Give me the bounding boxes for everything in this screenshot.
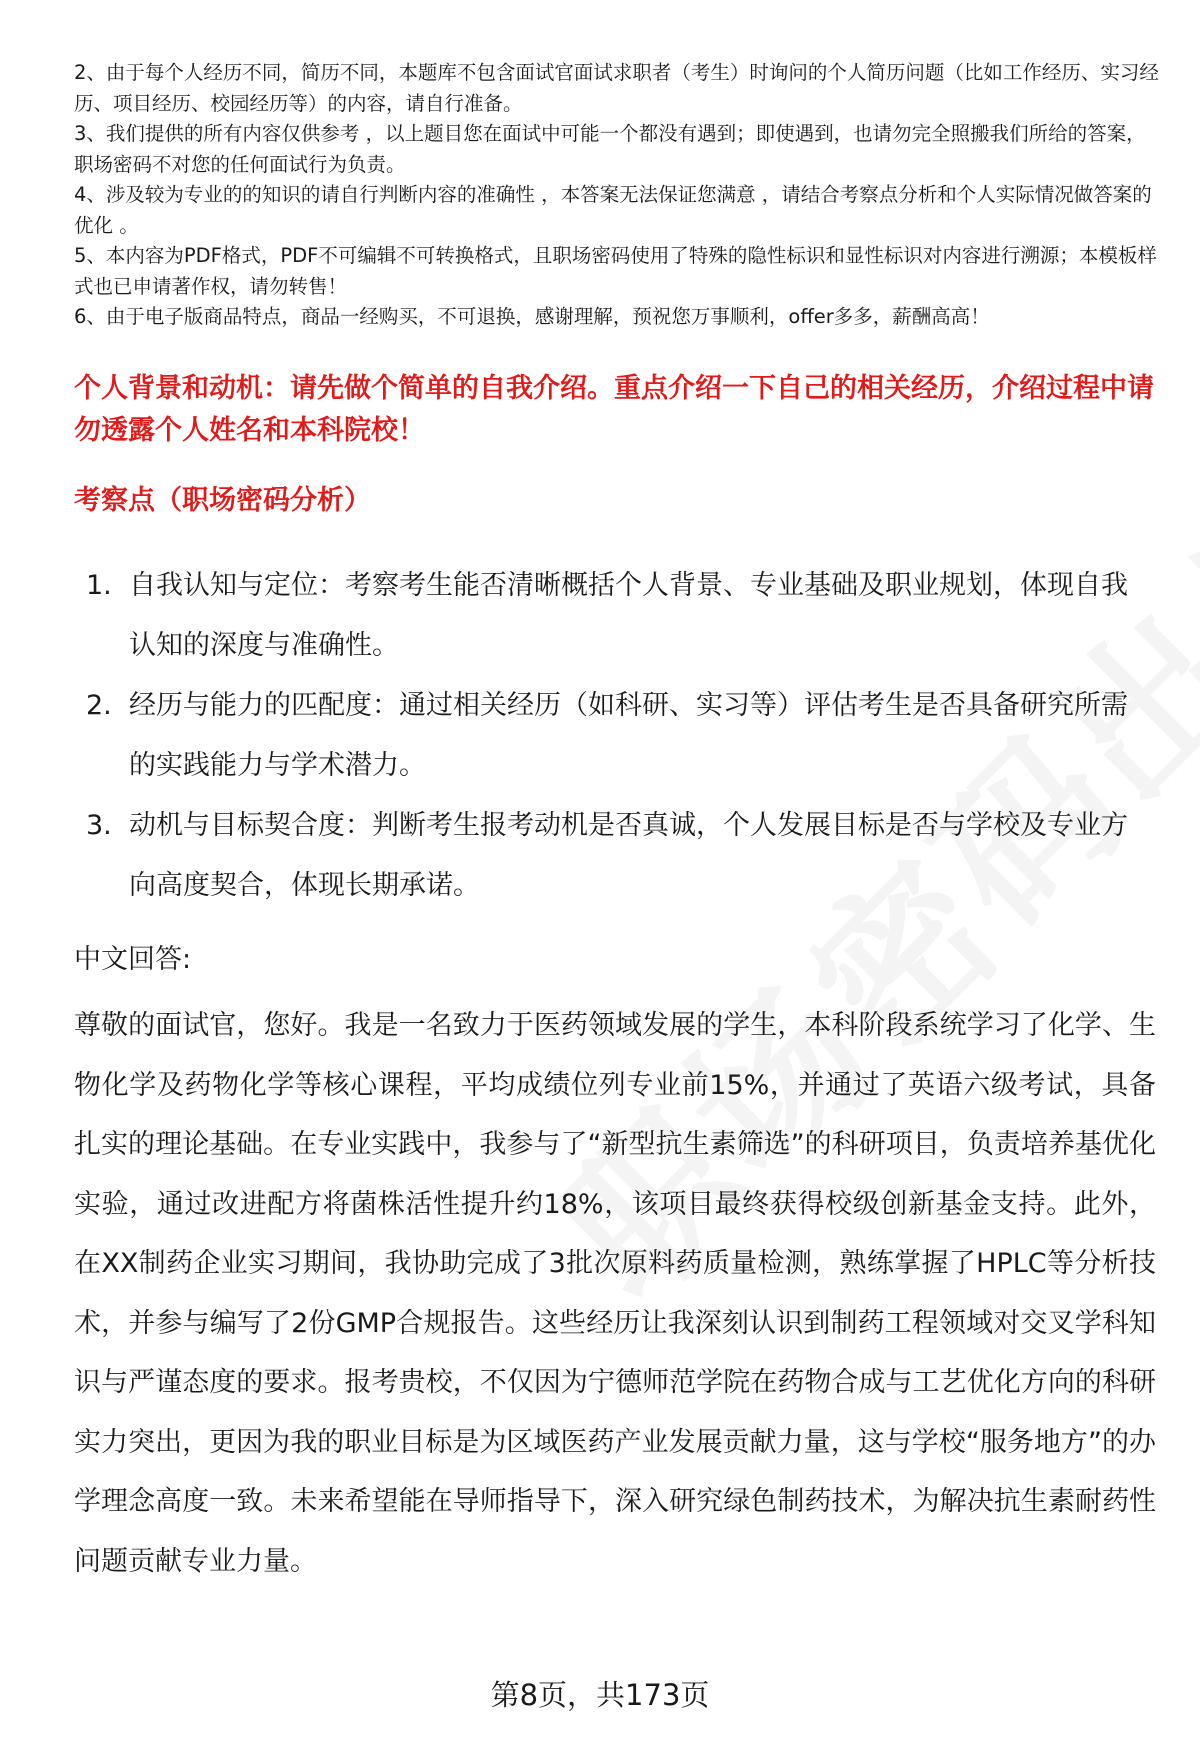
page-number: 第8页，共173页: [490, 1678, 710, 1712]
list-text: 自我认知与定位：考察考生能否清晰概括个人背景、专业基础及职业规划，体现自我认知的深度与准确性。: [129, 570, 1128, 661]
list-number: 3.: [86, 810, 112, 841]
note-item: 4、涉及较为专业的的知识的请自行判断内容的准确性 ，本答案无法保证您满意 ，请结合考察点分析和个人实际情况做答案的优化 。: [74, 183, 1152, 237]
assessment-points-list: [74, 556, 1154, 916]
note-item: 2、由于每个人经历不同，简历不同，本题库不包含面试官面试求职者（考生）时询问的个人简历问题（比如工作经历、实习经历、项目经历、校园经历等）的内容，请自行准备。: [74, 61, 1159, 115]
list-item: [74, 556, 1154, 676]
list-item: [74, 676, 1154, 796]
list-text: 经历与能力的匹配度：通过相关经历（如科研、实习等）评估考生是否具备研究所需的实践能力与学术潜力。: [129, 690, 1128, 781]
answer-label: 中文回答:: [74, 944, 192, 975]
note-item: 3、我们提供的所有内容仅供参考 ，以上题目您在面试中可能一个都没有遇到；即使遇到，也请勿完全照搬我们所给的答案，职场密码不对您的任何面试行为负责。: [74, 122, 1146, 176]
list-text: 动机与目标契合度：判断考生报考动机是否真诚，个人发展目标是否与学校及专业方向高度契合，体现长期承诺。: [129, 810, 1128, 901]
assessment-points-title: 考察点（职场密码分析）: [74, 485, 371, 516]
disclaimer-notes: [74, 58, 1164, 333]
list-number: 2.: [86, 690, 112, 721]
interview-question: 个人背景和动机：请先做个简单的自我介绍。重点介绍一下自己的相关经历，介绍过程中请勿透露个人姓名和本科院校！: [74, 373, 1154, 446]
list-item: [74, 796, 1154, 916]
list-number: 1.: [86, 570, 112, 601]
note-item: 6、由于电子版商品特点，商品一经购买，不可退换，感谢理解，预祝您万事顺利，offer多多，薪酬高高！: [74, 305, 990, 328]
note-item: 5、本内容为PDF格式，PDF不可编辑不可转换格式，且职场密码使用了特殊的隐性标识和显性标识对内容进行溯源；本模板样式也已申请著作权，请勿转售！: [74, 244, 1157, 298]
answer-text: 尊敬的面试官，您好。我是一名致力于医药领域发展的学生，本科阶段系统学习了化学、生物化学及药物化学等核心课程，平均成绩位列专业前15%，并通过了英语六级考试，具备扎实的理论基础。在专业实践中，我参与了“新型抗生素筛选”的科研项目，负责培养基优化实验，通过改进配方将菌株活性提升约18%，该项目最终获得校级创新基金支持。此外，在XX制药企业实习期间，我协助完成了3批次原料药质量检测，熟练掌握了HPLC等分析技术，并参与编写了2份GMP合规报告。这些经历让我深刻认识到制药工程领域对交叉学科知识与严谨态度的要求。报考贵校，不仅因为宁德师范学院在药物合成与工艺优化方向的科研实力突出，更因为我的职业目标是为区域医药产业发展贡献力量，这与学校“服务地方”的办学理念高度一致。未来希望能在导师指导下，深入研究绿色制药技术，为解决抗生素耐药性问题贡献专业力量。: [74, 1010, 1156, 1577]
